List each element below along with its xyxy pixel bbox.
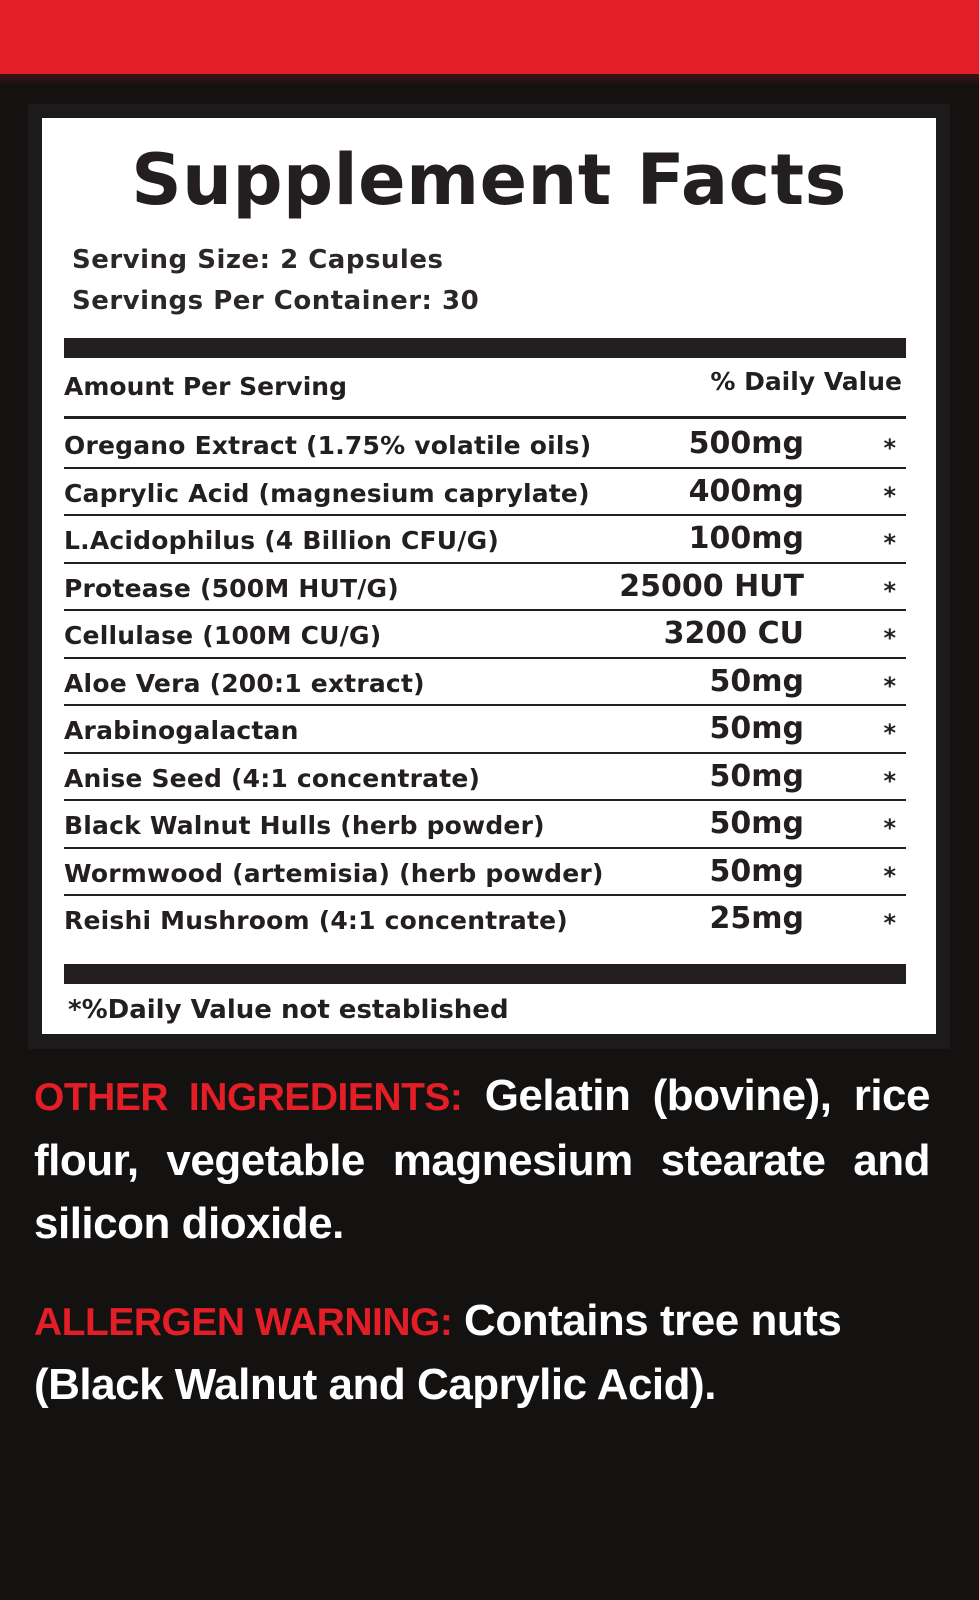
table-row [64,469,906,517]
daily-value-mark: * [883,624,896,652]
ingredient-name: Cellulase (100M CU/G) [64,621,382,650]
daily-value-mark: * [883,671,896,700]
ingredient-name: L.Acidophilus (4 Billion CFU/G) [64,526,499,555]
banner-shadow [0,74,979,86]
other-ingredients-label: OTHER INGREDIENTS: [34,1076,463,1119]
table-row [64,706,906,754]
ingredient-amount: 50mg [709,806,804,841]
ingredient-name: Protease (500M HUT/G) [64,573,399,603]
other-ingredients-text: Gelatin (bovine), rice flour, vegetable magnesium stearate and silicon dioxide. [34,1071,930,1248]
amount-per-serving-header: Amount Per Serving [64,372,347,401]
table-row [64,516,906,564]
top-red-banner [0,0,979,74]
ingredient-amount: 25mg [709,901,804,936]
ingredient-amount: 500mg [688,426,804,461]
ingredient-name: Black Walnut Hulls (herb powder) [64,811,545,840]
daily-value-mark: * [883,576,896,605]
ingredient-name: Wormwood (artemisia) (herb powder) [64,858,604,888]
bottom-divider-bar [64,964,906,984]
allergen-warning [34,1290,930,1416]
ingredient-amount: 50mg [709,758,804,794]
ingredient-name: Reishi Mushroom (4:1 concentrate) [64,906,568,935]
allergen-warning-label: ALLERGEN WARNING: [34,1301,453,1344]
top-divider-bar [64,338,906,358]
daily-value-mark: * [883,481,896,510]
other-ingredients [34,1064,930,1255]
ingredient-amount: 50mg [709,663,804,699]
ingredient-amount: 100mg [688,521,804,556]
facts-title: Supplement Facts [131,139,847,221]
daily-value-mark: * [883,909,896,937]
daily-value-mark: * [883,434,896,462]
table-row [64,896,906,942]
ingredient-amount: 50mg [709,853,804,889]
ingredient-amount: 50mg [709,711,804,746]
table-row [64,421,906,469]
ingredient-amount: 3200 CU [663,616,804,651]
serving-size: Serving Size: 2 Capsules [72,245,444,275]
table-row [64,564,906,612]
table-row [64,611,906,659]
ingredient-name: Aloe Vera (200:1 extract) [64,668,425,698]
daily-value-mark: * [883,766,896,795]
ingredient-name: Arabinogalactan [64,716,299,745]
table-row [64,659,906,707]
ingredient-name: Caprylic Acid (magnesium caprylate) [64,478,590,508]
header-rule [64,416,906,419]
daily-value-mark: * [883,814,896,842]
supplement-facts-panel [42,118,936,1034]
table-row [64,801,906,849]
table-row [64,754,906,802]
ingredient-name: Oregano Extract (1.75% volatile oils) [64,431,592,460]
ingredient-table [64,421,906,942]
table-row [64,849,906,897]
servings-per-container: Servings Per Container: 30 [72,286,480,316]
allergen-warning-text: Contains tree nuts (Black Walnut and Caprylic Acid). [34,1296,842,1409]
ingredient-amount: 25000 HUT [619,568,804,604]
daily-value-mark: * [883,719,896,747]
ingredient-name: Anise Seed (4:1 concentrate) [64,763,481,793]
daily-value-mark: * [883,861,896,890]
daily-value-mark: * [883,529,896,557]
daily-value-header: % Daily Value [710,367,902,396]
daily-value-footnote: *%Daily Value not established [68,995,509,1025]
ingredient-amount: 400mg [688,473,804,509]
